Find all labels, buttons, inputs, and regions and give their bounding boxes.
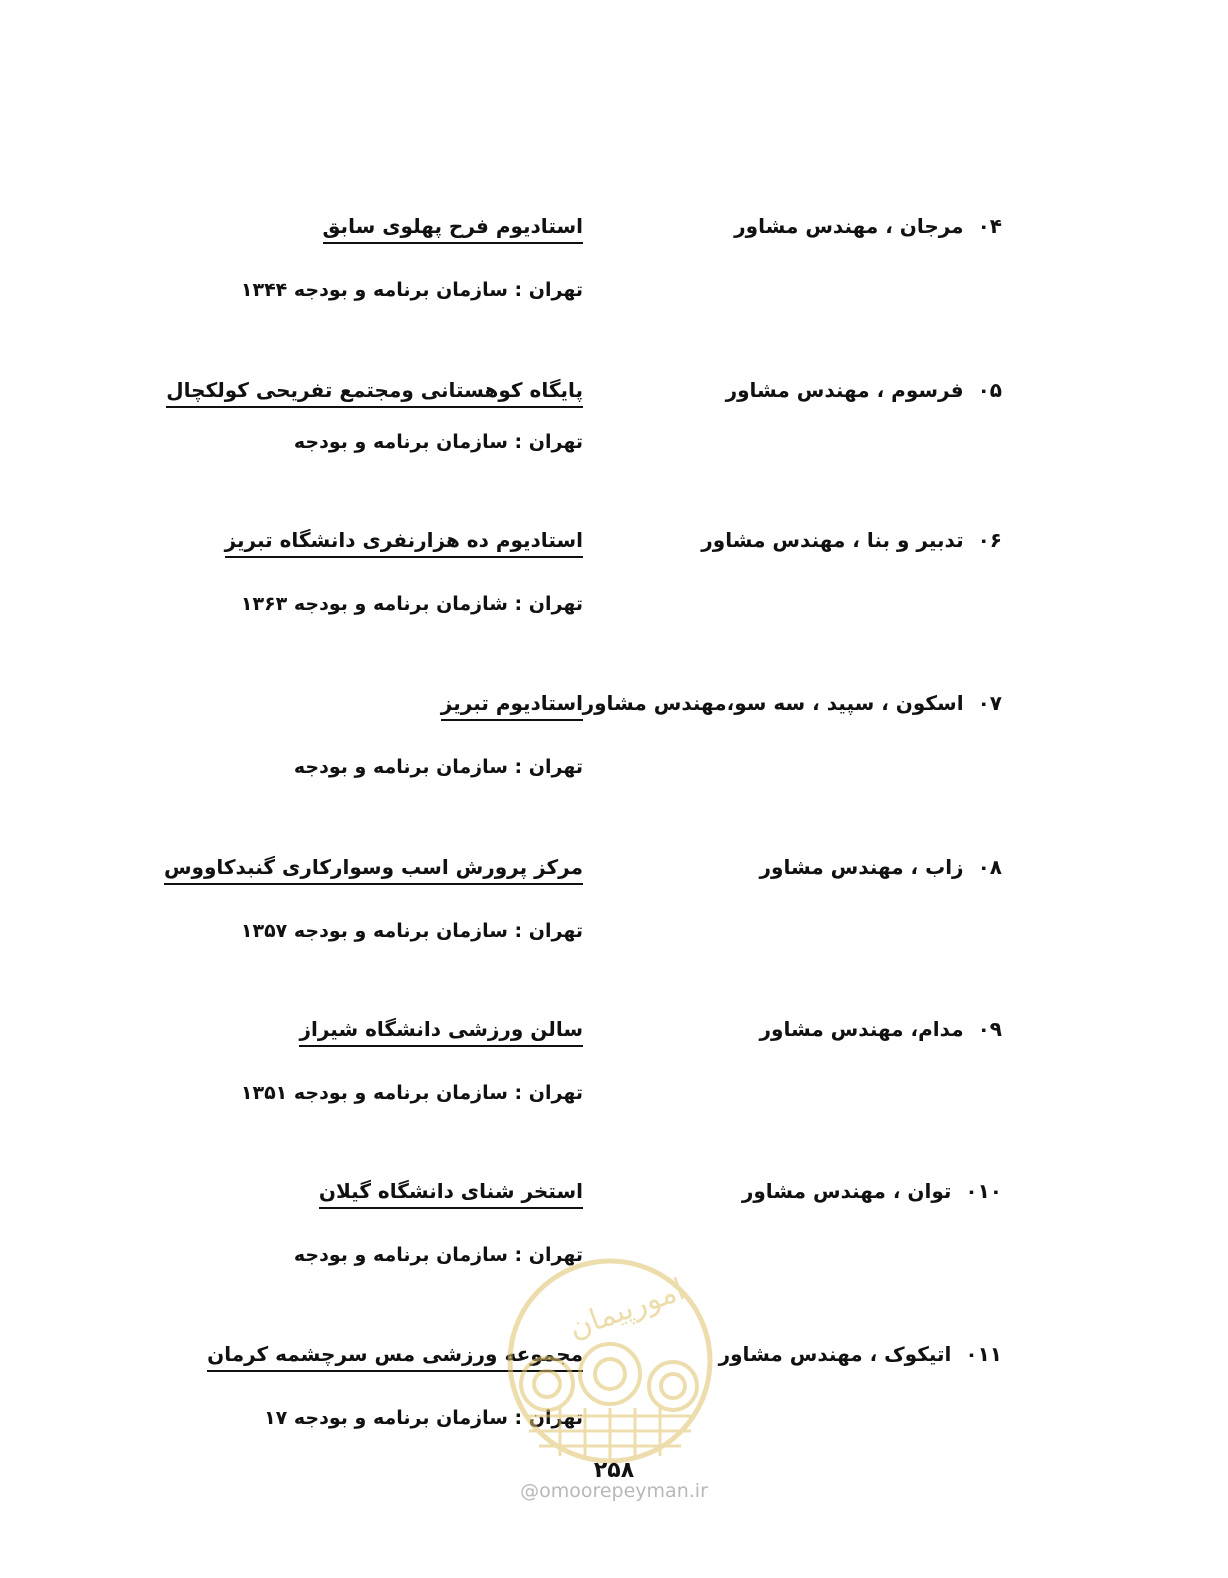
publisher-line: تهران : شازمان برنامه و بودجه ۱۳۶۳ bbox=[240, 593, 583, 615]
project-title: استخر شنای دانشگاه گیلان bbox=[319, 1177, 583, 1209]
page-number: ۲۵۸ bbox=[593, 1458, 635, 1483]
publisher-line: تهران : سازمان برنامه و بودجه bbox=[293, 1244, 583, 1266]
consultant-name: مدام، مهندس مشاور bbox=[759, 1017, 964, 1041]
entry-number: ۰۶ bbox=[977, 528, 1002, 552]
consultant-line bbox=[742, 1177, 1002, 1205]
bibliography-entry bbox=[0, 1015, 1228, 1145]
consultant-line bbox=[760, 853, 1002, 881]
entry-number: ۰۱۰ bbox=[965, 1179, 1002, 1203]
consultant-name: اسکون ، سپید ، سه سو،مهندس مشاور bbox=[582, 691, 964, 715]
consultant-line bbox=[583, 689, 1002, 717]
entry-number: ۰۷ bbox=[977, 691, 1002, 715]
publisher-line: تهران : سازمان برنامه و بودجه ۱۳۴۴ bbox=[240, 279, 583, 301]
consultant-name: مرجان ، مهندس مشاور bbox=[734, 214, 964, 238]
consultant-line bbox=[734, 212, 1002, 240]
bibliography-entry bbox=[0, 526, 1228, 656]
consultant-line bbox=[760, 1015, 1002, 1043]
consultant-line bbox=[701, 526, 1002, 554]
bibliography-entry bbox=[0, 212, 1228, 342]
entry-number: ۰۴ bbox=[977, 214, 1002, 238]
consultant-name: توان ، مهندس مشاور bbox=[741, 1179, 952, 1203]
publisher-line: تهران : سازمان برنامه و بودجه bbox=[293, 431, 583, 453]
bibliography-entry bbox=[0, 1340, 1228, 1470]
project-title: مجموعه ورزشی مس سرچشمه کرمان bbox=[207, 1340, 583, 1372]
watermark-caption: @omoorepeyman.ir bbox=[520, 1480, 708, 1502]
entry-number: ۰۸ bbox=[977, 855, 1002, 879]
entry-number: ۰۱۱ bbox=[965, 1342, 1002, 1366]
entry-number: ۰۵ bbox=[977, 378, 1002, 402]
bibliography-entry bbox=[0, 376, 1228, 506]
project-title: استادیوم تبریز bbox=[441, 689, 583, 721]
project-title: استادیوم ده هزارنفری دانشگاه تبریز bbox=[225, 526, 583, 558]
watermark-logo-text: امورپیمان bbox=[564, 1272, 690, 1347]
consultant-name: تدبیر و بنا ، مهندس مشاور bbox=[701, 528, 964, 552]
publisher-line: تهران : سازمان برنامه و بودجه ۱۳۵۱ bbox=[240, 1082, 583, 1104]
consultant-line bbox=[719, 1340, 1002, 1368]
bibliography-entry bbox=[0, 689, 1228, 819]
consultant-line bbox=[726, 376, 1002, 404]
bibliography-entry bbox=[0, 1177, 1228, 1307]
bibliography-entry bbox=[0, 853, 1228, 983]
publisher-line: تهران : سازمان برنامه و بودجه ۱۳۵۷ bbox=[240, 920, 583, 942]
project-title: سالن ورزشی دانشگاه شیراز bbox=[299, 1015, 583, 1047]
project-title: مرکز پرورش اسب وسوارکاری گنبدکاووس bbox=[164, 853, 583, 885]
publisher-line: تهران : سازمان برنامه و بودجه ۱۷ bbox=[264, 1407, 583, 1429]
entry-number: ۰۹ bbox=[977, 1017, 1002, 1041]
consultant-name: فرسوم ، مهندس مشاور bbox=[725, 378, 964, 402]
project-title: پایگاه کوهستانی ومجتمع تفریحی کولکچال bbox=[166, 376, 583, 408]
consultant-name: زاب ، مهندس مشاور bbox=[759, 855, 964, 879]
project-title: استادیوم فرح پهلوی سابق bbox=[323, 212, 583, 244]
publisher-line: تهران : سازمان برنامه و بودجه bbox=[293, 756, 583, 778]
consultant-name: اتیکوک ، مهندس مشاور bbox=[718, 1342, 952, 1366]
